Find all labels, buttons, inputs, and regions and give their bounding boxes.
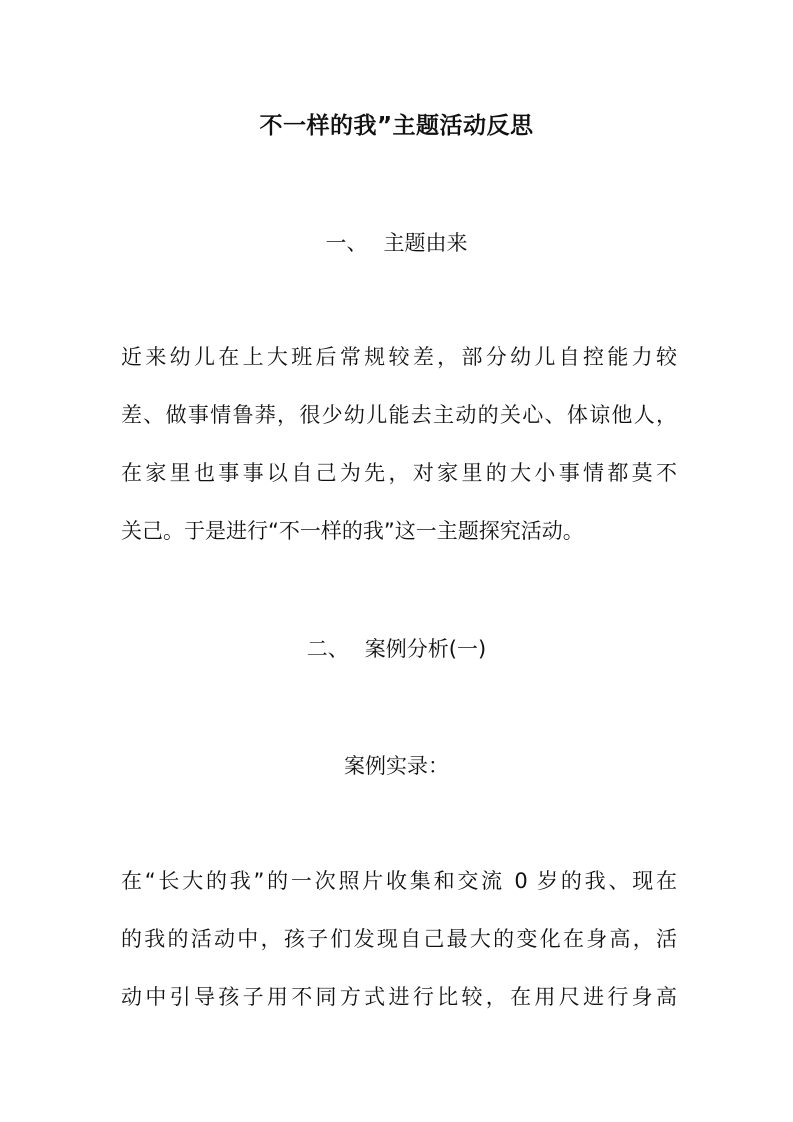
document-title: 不一样的我”主题活动反思 [259, 113, 534, 139]
paragraph-line: 动中引导孩子用不同方式进行比较，在用尺进行身高 [121, 985, 677, 1009]
paragraph-line: 在家里也事事以自己为先，对家里的大小事情都莫不 [121, 461, 677, 485]
section-title-1: 主题由来 [383, 231, 468, 255]
section-heading-1 [0, 228, 793, 258]
section-number-2: 二、 [306, 637, 349, 661]
section-heading-2 [0, 634, 793, 664]
case-record-heading: 案例实录： [344, 754, 449, 778]
section-number-1: 一、 [325, 231, 368, 255]
paragraph-line: 的我的活动中，孩子们发现自己最大的变化在身高，活 [121, 927, 677, 951]
paragraph-line: 在“长大的我”的一次照片收集和交流 0 岁的我、现在 [121, 869, 677, 893]
paragraph-line: 近来幼儿在上大班后常规较差，部分幼儿自控能力较 [121, 345, 677, 369]
paragraph-line: 差、做事情鲁莽，很少幼儿能去主动的关心、体谅他人， [121, 403, 677, 427]
paragraph-line: 关己。于是进行“不一样的我”这一主题探究活动。 [121, 519, 584, 543]
section-title-2: 案例分析(一) [364, 637, 487, 661]
